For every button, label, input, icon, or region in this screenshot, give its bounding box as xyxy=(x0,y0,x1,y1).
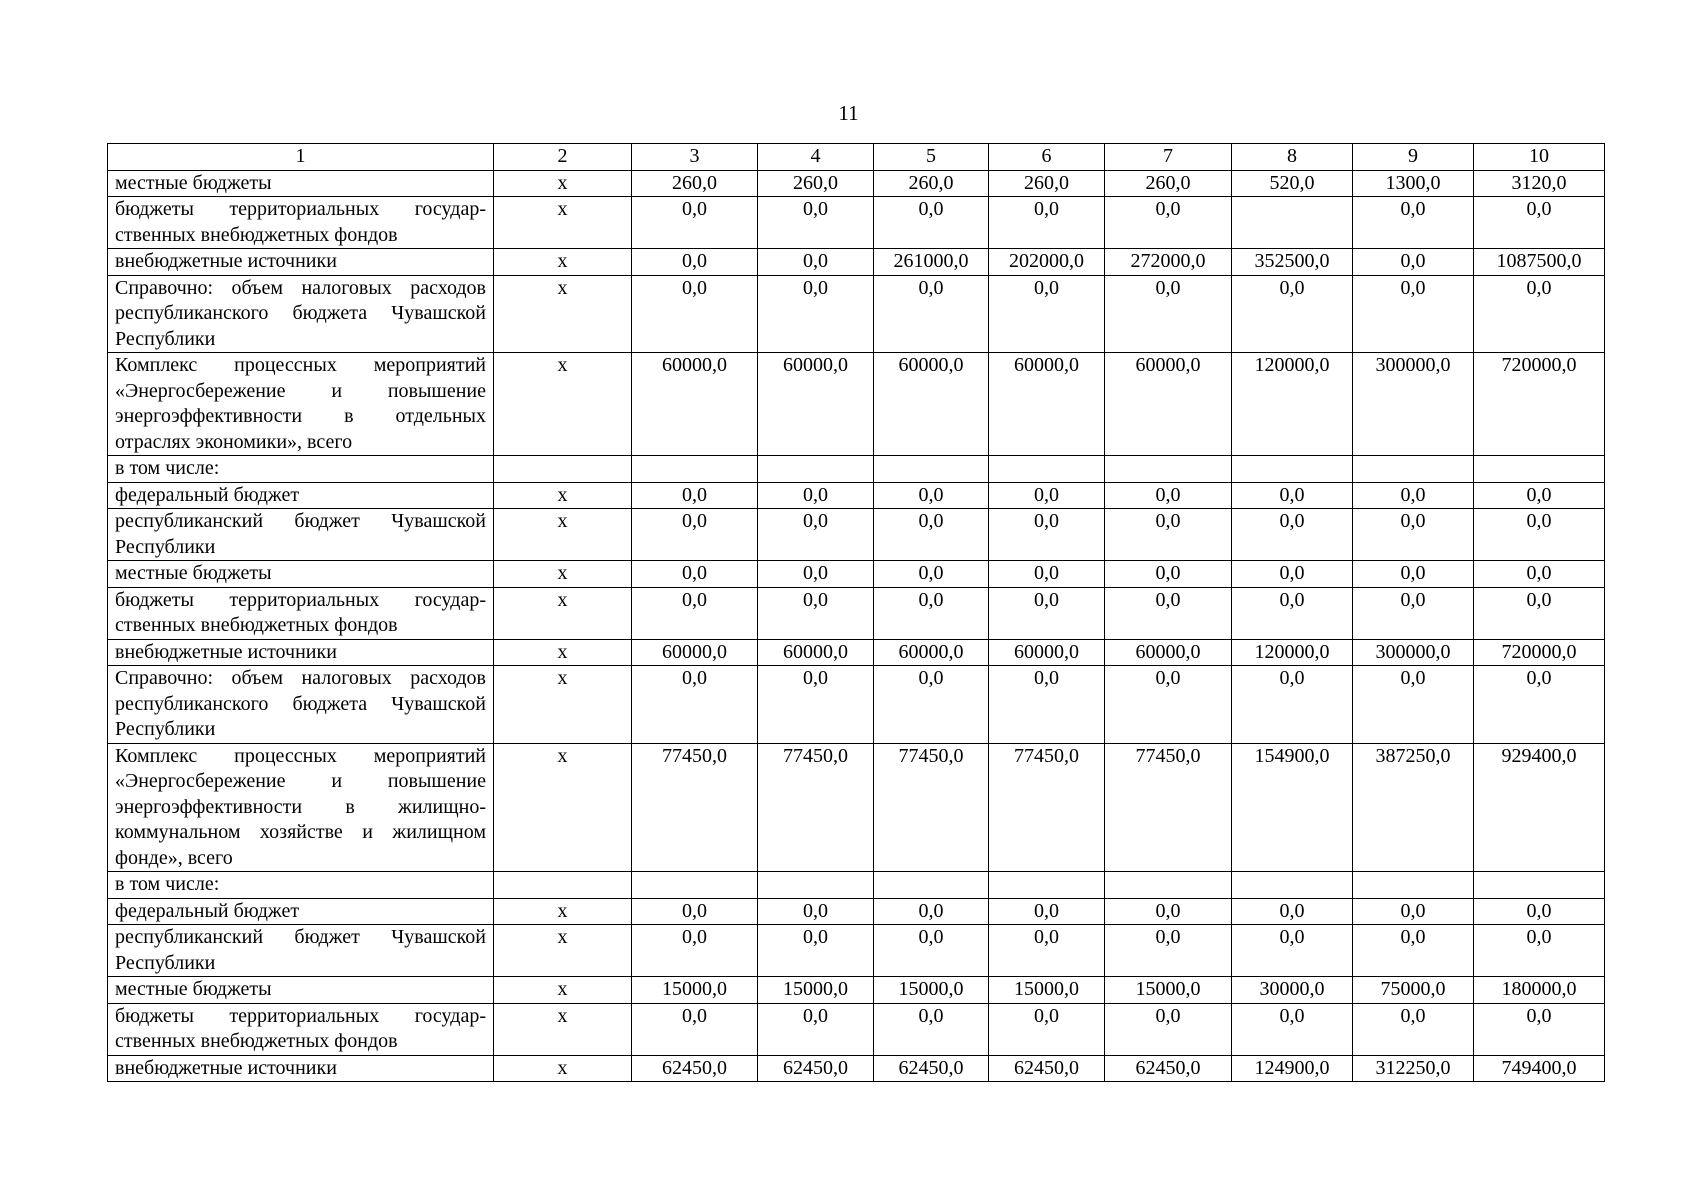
value-cell: 0,0 xyxy=(989,482,1105,509)
value-cell: 0,0 xyxy=(874,1003,989,1055)
value-cell: 0,0 xyxy=(1353,1003,1474,1055)
value-cell: 0,0 xyxy=(758,1003,874,1055)
value-cell: 62450,0 xyxy=(632,1055,758,1082)
row-marker-cell: х xyxy=(494,587,632,639)
table-row xyxy=(108,587,1605,639)
value-cell: 120000,0 xyxy=(1232,639,1353,666)
value-cell: 0,0 xyxy=(1105,1003,1232,1055)
value-cell: 15000,0 xyxy=(632,977,758,1004)
value-cell: 312250,0 xyxy=(1353,1055,1474,1082)
value-cell: 720000,0 xyxy=(1474,639,1605,666)
value-cell: 0,0 xyxy=(874,509,989,561)
value-cell: 120000,0 xyxy=(1232,353,1353,456)
value-cell: 0,0 xyxy=(632,482,758,509)
table-row xyxy=(108,170,1605,197)
value-cell: 352500,0 xyxy=(1232,249,1353,276)
value-cell: 300000,0 xyxy=(1353,353,1474,456)
value-cell: 62450,0 xyxy=(758,1055,874,1082)
value-cell: 0,0 xyxy=(1353,509,1474,561)
row-label: внебюджетные источники xyxy=(108,1055,494,1082)
column-header: 7 xyxy=(1105,144,1232,171)
value-cell: 0,0 xyxy=(1353,561,1474,588)
row-label: федеральный бюджет xyxy=(108,482,494,509)
value-cell: 0,0 xyxy=(1105,587,1232,639)
value-cell: 0,0 xyxy=(1353,898,1474,925)
table-row xyxy=(108,482,1605,509)
table-row xyxy=(108,872,1605,899)
value-cell: 0,0 xyxy=(1105,561,1232,588)
value-cell: 0,0 xyxy=(1105,666,1232,744)
value-cell: 749400,0 xyxy=(1474,1055,1605,1082)
value-cell: 520,0 xyxy=(1232,170,1353,197)
value-cell: 0,0 xyxy=(874,898,989,925)
value-cell: 60000,0 xyxy=(989,353,1105,456)
value-cell: 75000,0 xyxy=(1353,977,1474,1004)
row-label: Справочно: объем налоговых расходов республиканского бюджета Чувашской Республики xyxy=(108,275,494,353)
value-cell: 60000,0 xyxy=(632,353,758,456)
row-marker-cell xyxy=(494,872,632,899)
value-cell: 0,0 xyxy=(1474,197,1605,249)
value-cell: 0,0 xyxy=(1353,197,1474,249)
value-cell: 60000,0 xyxy=(1105,639,1232,666)
column-header: 3 xyxy=(632,144,758,171)
row-label: Комплекс процессных мероприятий «Энергосбережение и повышение энергоэффективности в жилищно-коммунальном хозяйстве и жилищном фонде», всего xyxy=(108,743,494,872)
value-cell: 0,0 xyxy=(874,197,989,249)
value-cell xyxy=(1105,872,1232,899)
value-cell: 0,0 xyxy=(989,561,1105,588)
row-label: местные бюджеты xyxy=(108,977,494,1004)
value-cell: 60000,0 xyxy=(758,353,874,456)
column-header: 4 xyxy=(758,144,874,171)
value-cell: 0,0 xyxy=(1232,666,1353,744)
column-header: 2 xyxy=(494,144,632,171)
value-cell xyxy=(1353,456,1474,483)
value-cell: 15000,0 xyxy=(989,977,1105,1004)
value-cell xyxy=(1353,872,1474,899)
value-cell: 260,0 xyxy=(874,170,989,197)
value-cell: 15000,0 xyxy=(758,977,874,1004)
value-cell: 60000,0 xyxy=(758,639,874,666)
value-cell: 0,0 xyxy=(632,1003,758,1055)
value-cell: 0,0 xyxy=(1232,509,1353,561)
value-cell xyxy=(758,872,874,899)
value-cell xyxy=(874,456,989,483)
value-cell: 0,0 xyxy=(1474,925,1605,977)
value-cell: 0,0 xyxy=(632,666,758,744)
value-cell: 15000,0 xyxy=(1105,977,1232,1004)
value-cell: 60000,0 xyxy=(989,639,1105,666)
column-header: 5 xyxy=(874,144,989,171)
value-cell: 154900,0 xyxy=(1232,743,1353,872)
value-cell: 124900,0 xyxy=(1232,1055,1353,1082)
value-cell xyxy=(1105,456,1232,483)
row-marker-cell: х xyxy=(494,275,632,353)
table-row xyxy=(108,561,1605,588)
value-cell xyxy=(1474,872,1605,899)
value-cell: 15000,0 xyxy=(874,977,989,1004)
value-cell: 0,0 xyxy=(989,925,1105,977)
value-cell: 0,0 xyxy=(1353,482,1474,509)
value-cell: 0,0 xyxy=(1353,275,1474,353)
row-label: Комплекс процессных мероприятий «Энергосбережение и повышение энергоэффективности в отдельных отраслях экономики», всего xyxy=(108,353,494,456)
row-marker-cell: х xyxy=(494,639,632,666)
value-cell: 0,0 xyxy=(1232,898,1353,925)
table-row xyxy=(108,977,1605,1004)
table-row xyxy=(108,197,1605,249)
row-marker-cell xyxy=(494,456,632,483)
table-row xyxy=(108,456,1605,483)
value-cell: 0,0 xyxy=(758,666,874,744)
row-marker-cell: х xyxy=(494,249,632,276)
value-cell: 0,0 xyxy=(1105,509,1232,561)
table-row xyxy=(108,666,1605,744)
value-cell xyxy=(1232,197,1353,249)
value-cell: 0,0 xyxy=(1474,898,1605,925)
value-cell: 0,0 xyxy=(1232,1003,1353,1055)
table-body xyxy=(108,144,1605,1082)
value-cell: 0,0 xyxy=(1105,197,1232,249)
row-label: федеральный бюджет xyxy=(108,898,494,925)
value-cell: 62450,0 xyxy=(1105,1055,1232,1082)
value-cell: 0,0 xyxy=(1232,561,1353,588)
row-marker-cell: х xyxy=(494,509,632,561)
row-label: бюджеты территориальных государственных внебюджетных фондов xyxy=(108,197,494,249)
row-marker-cell: х xyxy=(494,482,632,509)
value-cell: 62450,0 xyxy=(874,1055,989,1082)
value-cell: 929400,0 xyxy=(1474,743,1605,872)
value-cell: 0,0 xyxy=(758,587,874,639)
value-cell: 77450,0 xyxy=(1105,743,1232,872)
value-cell xyxy=(989,456,1105,483)
table-row xyxy=(108,639,1605,666)
value-cell: 0,0 xyxy=(1353,666,1474,744)
value-cell: 0,0 xyxy=(1232,275,1353,353)
value-cell: 77450,0 xyxy=(758,743,874,872)
value-cell: 0,0 xyxy=(1232,587,1353,639)
value-cell: 0,0 xyxy=(874,587,989,639)
value-cell: 0,0 xyxy=(989,587,1105,639)
row-marker-cell: х xyxy=(494,977,632,1004)
value-cell: 0,0 xyxy=(632,898,758,925)
value-cell: 387250,0 xyxy=(1353,743,1474,872)
value-cell xyxy=(989,872,1105,899)
value-cell: 0,0 xyxy=(874,275,989,353)
row-label: Справочно: объем налоговых расходов республиканского бюджета Чувашской Республики xyxy=(108,666,494,744)
value-cell: 0,0 xyxy=(874,666,989,744)
row-label: внебюджетные источники xyxy=(108,249,494,276)
value-cell: 0,0 xyxy=(1105,275,1232,353)
value-cell: 0,0 xyxy=(632,249,758,276)
table-row xyxy=(108,743,1605,872)
value-cell: 0,0 xyxy=(1474,275,1605,353)
value-cell: 0,0 xyxy=(1105,925,1232,977)
value-cell: 77450,0 xyxy=(874,743,989,872)
row-marker-cell: х xyxy=(494,925,632,977)
value-cell: 30000,0 xyxy=(1232,977,1353,1004)
value-cell: 0,0 xyxy=(632,197,758,249)
value-cell: 0,0 xyxy=(874,925,989,977)
row-marker-cell: х xyxy=(494,743,632,872)
value-cell: 0,0 xyxy=(989,275,1105,353)
value-cell: 0,0 xyxy=(1105,898,1232,925)
value-cell: 0,0 xyxy=(632,561,758,588)
row-marker-cell: х xyxy=(494,561,632,588)
value-cell: 60000,0 xyxy=(874,639,989,666)
column-header: 1 xyxy=(108,144,494,171)
value-cell xyxy=(632,456,758,483)
value-cell: 0,0 xyxy=(874,482,989,509)
value-cell: 62450,0 xyxy=(989,1055,1105,1082)
value-cell: 300000,0 xyxy=(1353,639,1474,666)
value-cell: 0,0 xyxy=(758,925,874,977)
value-cell: 77450,0 xyxy=(632,743,758,872)
value-cell: 0,0 xyxy=(1232,482,1353,509)
value-cell: 260,0 xyxy=(989,170,1105,197)
column-header: 8 xyxy=(1232,144,1353,171)
row-label: местные бюджеты xyxy=(108,170,494,197)
value-cell: 0,0 xyxy=(1474,509,1605,561)
column-header: 9 xyxy=(1353,144,1474,171)
table-row xyxy=(108,1055,1605,1082)
row-marker-cell: х xyxy=(494,197,632,249)
value-cell: 0,0 xyxy=(874,561,989,588)
table-row xyxy=(108,275,1605,353)
row-label: внебюджетные источники xyxy=(108,639,494,666)
value-cell: 0,0 xyxy=(758,561,874,588)
value-cell: 0,0 xyxy=(989,509,1105,561)
value-cell: 0,0 xyxy=(1353,925,1474,977)
table-row xyxy=(108,249,1605,276)
value-cell: 0,0 xyxy=(1474,587,1605,639)
value-cell: 0,0 xyxy=(1474,1003,1605,1055)
page-number: 11 xyxy=(838,101,859,125)
row-marker-cell: х xyxy=(494,1003,632,1055)
value-cell: 180000,0 xyxy=(1474,977,1605,1004)
value-cell: 0,0 xyxy=(758,249,874,276)
value-cell: 3120,0 xyxy=(1474,170,1605,197)
value-cell: 0,0 xyxy=(1474,561,1605,588)
column-number-row xyxy=(108,144,1605,171)
value-cell: 0,0 xyxy=(1353,587,1474,639)
value-cell: 0,0 xyxy=(989,1003,1105,1055)
value-cell: 0,0 xyxy=(989,898,1105,925)
row-marker-cell: х xyxy=(494,170,632,197)
value-cell: 0,0 xyxy=(1474,482,1605,509)
value-cell: 202000,0 xyxy=(989,249,1105,276)
value-cell: 0,0 xyxy=(989,666,1105,744)
value-cell xyxy=(1232,872,1353,899)
value-cell: 0,0 xyxy=(1105,482,1232,509)
value-cell xyxy=(632,872,758,899)
value-cell: 60000,0 xyxy=(874,353,989,456)
value-cell: 260,0 xyxy=(758,170,874,197)
value-cell: 272000,0 xyxy=(1105,249,1232,276)
row-marker-cell: х xyxy=(494,666,632,744)
value-cell: 260,0 xyxy=(632,170,758,197)
row-label: в том числе: xyxy=(108,456,494,483)
value-cell: 720000,0 xyxy=(1474,353,1605,456)
value-cell: 1300,0 xyxy=(1353,170,1474,197)
value-cell: 261000,0 xyxy=(874,249,989,276)
value-cell: 0,0 xyxy=(632,275,758,353)
value-cell: 0,0 xyxy=(1232,925,1353,977)
value-cell xyxy=(874,872,989,899)
budget-table xyxy=(107,143,1605,1082)
value-cell: 260,0 xyxy=(1105,170,1232,197)
value-cell: 0,0 xyxy=(989,197,1105,249)
value-cell: 60000,0 xyxy=(1105,353,1232,456)
value-cell: 1087500,0 xyxy=(1474,249,1605,276)
value-cell: 0,0 xyxy=(632,587,758,639)
value-cell: 0,0 xyxy=(1353,249,1474,276)
value-cell: 77450,0 xyxy=(989,743,1105,872)
value-cell: 0,0 xyxy=(632,509,758,561)
row-label: республиканский бюджет Чувашской Республики xyxy=(108,925,494,977)
row-marker-cell: х xyxy=(494,353,632,456)
column-header: 10 xyxy=(1474,144,1605,171)
value-cell xyxy=(758,456,874,483)
value-cell: 0,0 xyxy=(758,275,874,353)
row-label: в том числе: xyxy=(108,872,494,899)
value-cell: 0,0 xyxy=(758,482,874,509)
value-cell: 0,0 xyxy=(758,197,874,249)
row-label: местные бюджеты xyxy=(108,561,494,588)
row-label: бюджеты территориальных государственных внебюджетных фондов xyxy=(108,1003,494,1055)
table-row xyxy=(108,1003,1605,1055)
value-cell: 0,0 xyxy=(758,509,874,561)
table-row xyxy=(108,353,1605,456)
table-row xyxy=(108,925,1605,977)
row-marker-cell: х xyxy=(494,898,632,925)
table-row xyxy=(108,898,1605,925)
value-cell xyxy=(1474,456,1605,483)
row-label: бюджеты территориальных государственных внебюджетных фондов xyxy=(108,587,494,639)
row-marker-cell: х xyxy=(494,1055,632,1082)
row-label: республиканский бюджет Чувашской Республики xyxy=(108,509,494,561)
value-cell xyxy=(1232,456,1353,483)
value-cell: 0,0 xyxy=(1474,666,1605,744)
value-cell: 0,0 xyxy=(758,898,874,925)
column-header: 6 xyxy=(989,144,1105,171)
table-row xyxy=(108,509,1605,561)
value-cell: 60000,0 xyxy=(632,639,758,666)
value-cell: 0,0 xyxy=(632,925,758,977)
